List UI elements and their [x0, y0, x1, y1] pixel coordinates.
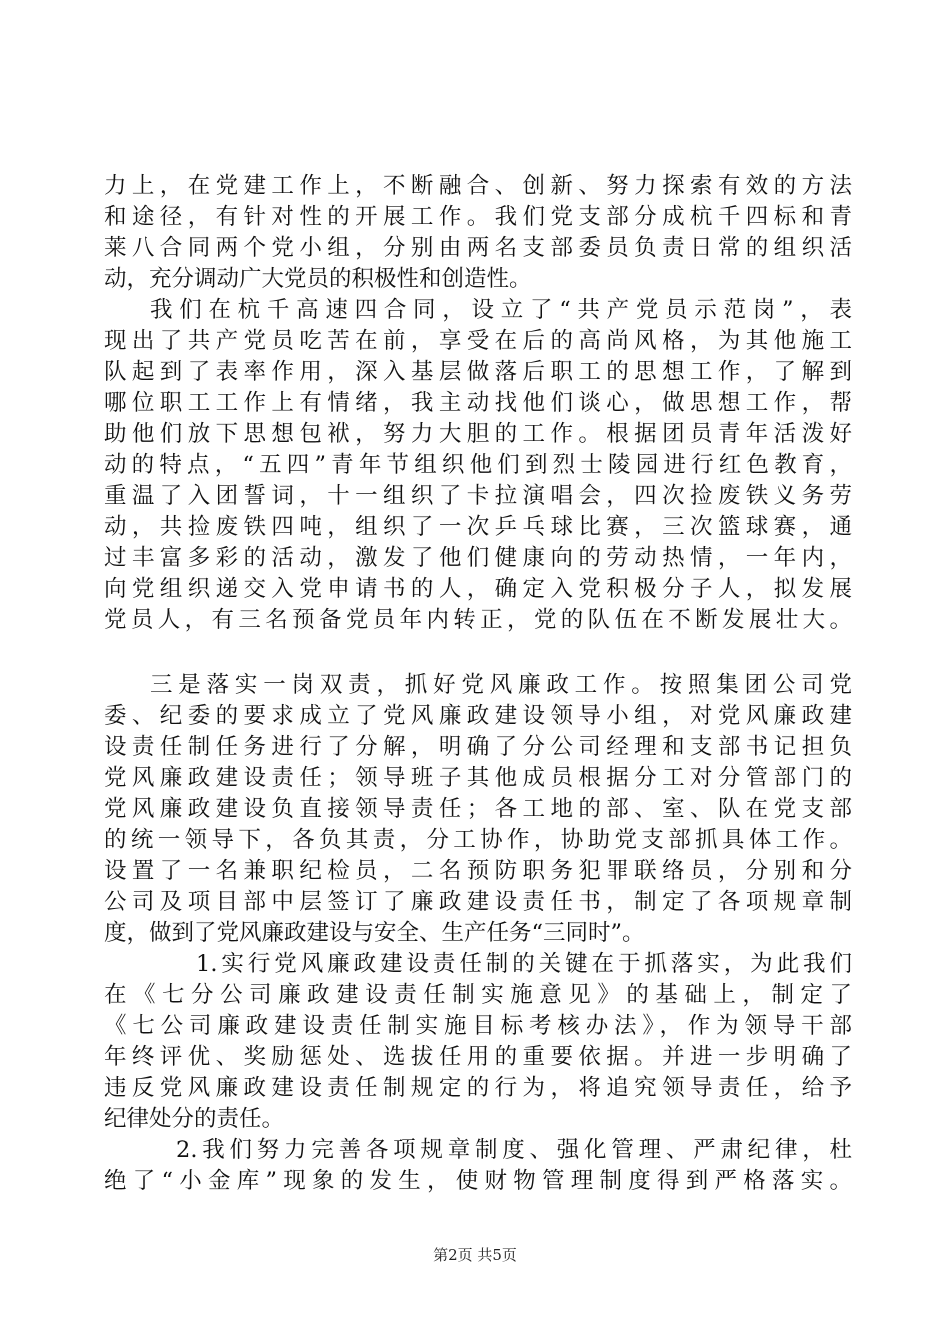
text-line: 纪律处分的责任。	[104, 1106, 285, 1132]
text-line: 向党组织递交入党申请书的人，确定入党积极分子人，拟发展	[104, 576, 852, 602]
text-line: 的统一领导下，各负其责，分工协作，协助党支部抓具体工作。	[104, 827, 852, 853]
paragraph-2	[104, 295, 852, 636]
paragraph-gap	[104, 636, 852, 670]
text-line: 力上，在党建工作上，不断融合、创新、努力探索有效的方法	[104, 173, 852, 199]
text-line: 党风廉政建设责任；领导班子其他成员根据分工对分管部门的	[104, 765, 852, 791]
text-line: 委、纪委的要求成立了党风廉政建设领导小组，对党风廉政建	[104, 703, 852, 729]
text-line: 重温了入团誓词，十一组织了卡拉演唱会，四次捡废铁义务劳	[104, 483, 852, 509]
document-body	[104, 171, 852, 1197]
paragraph-4	[104, 949, 852, 1135]
text-line: 党员人，有三名预备党员年内转正，党的队伍在不断发展壮大。	[104, 607, 852, 633]
text-line: 2.我们努力完善各项规章制度、强化管理、严肃纪律，杜	[176, 1137, 852, 1163]
text-line: 设责任制任务进行了分解，明确了分公司经理和支部书记担负	[104, 734, 852, 760]
page-footer	[0, 1244, 950, 1265]
text-line: 队起到了表率作用，深入基层做落后职工的思想工作，了解到	[104, 359, 852, 385]
text-line: 设置了一名兼职纪检员，二名预防职务犯罪联络员，分别和分	[104, 858, 852, 884]
text-line: 助他们放下思想包袱，努力大胆的工作。根据团员青年活泼好	[104, 421, 852, 447]
text-line: 哪位职工工作上有情绪，我主动找他们谈心，做思想工作，帮	[104, 390, 852, 416]
text-line: 党风廉政建设负直接领导责任；各工地的部、室、队在党支部	[104, 796, 852, 822]
text-line: 度，做到了党风廉政建设与安全、生产任务“三同时”。	[104, 920, 645, 946]
text-line: 和途径，有针对性的开展工作。我们党支部分成杭千四标和青	[104, 204, 852, 230]
text-line: 动的特点，“五四”青年节组织他们到烈士陵园进行红色教育，	[104, 452, 852, 478]
text-line: 莱八合同两个党小组，分别由两名支部委员负责日常的组织活	[104, 235, 852, 261]
text-line: 动，充分调动广大党员的积极性和创造性。	[104, 266, 532, 292]
paragraph-3	[104, 670, 852, 949]
text-line: 《七公司廉政建设责任制实施目标考核办法》，作为领导干部	[104, 1013, 852, 1039]
text-line: 1.实行党风廉政建设责任制的关键在于抓落实，为此我们	[196, 951, 852, 977]
text-line: 过丰富多彩的活动，激发了他们健康向的劳动热情，一年内，	[104, 545, 852, 571]
text-line: 我们在杭千高速四合同，设立了“共产党员示范岗”，表	[150, 297, 852, 323]
text-line: 违反党风廉政建设责任制规定的行为，将追究领导责任，给予	[104, 1075, 852, 1101]
text-line: 三是落实一岗双责，抓好党风廉政工作。按照集团公司党	[150, 672, 852, 698]
text-line: 动，共捡废铁四吨，组织了一次乒乓球比赛，三次篮球赛，通	[104, 514, 852, 540]
paragraph-1	[104, 171, 852, 295]
text-line: 在《七分公司廉政建设责任制实施意见》的基础上，制定了	[104, 982, 852, 1008]
paragraph-5	[104, 1135, 852, 1197]
text-line: 绝了“小金库”现象的发生，使财物管理制度得到严格落实。	[104, 1168, 852, 1194]
text-line: 公司及项目部中层签订了廉政建设责任书，制定了各项规章制	[104, 889, 852, 915]
text-line: 年终评优、奖励惩处、选拔任用的重要依据。并进一步明确了	[104, 1044, 852, 1070]
text-line: 现出了共产党员吃苦在前，享受在后的高尚风格，为其他施工	[104, 328, 852, 354]
page-number: 第2页 共5页	[433, 1246, 517, 1264]
